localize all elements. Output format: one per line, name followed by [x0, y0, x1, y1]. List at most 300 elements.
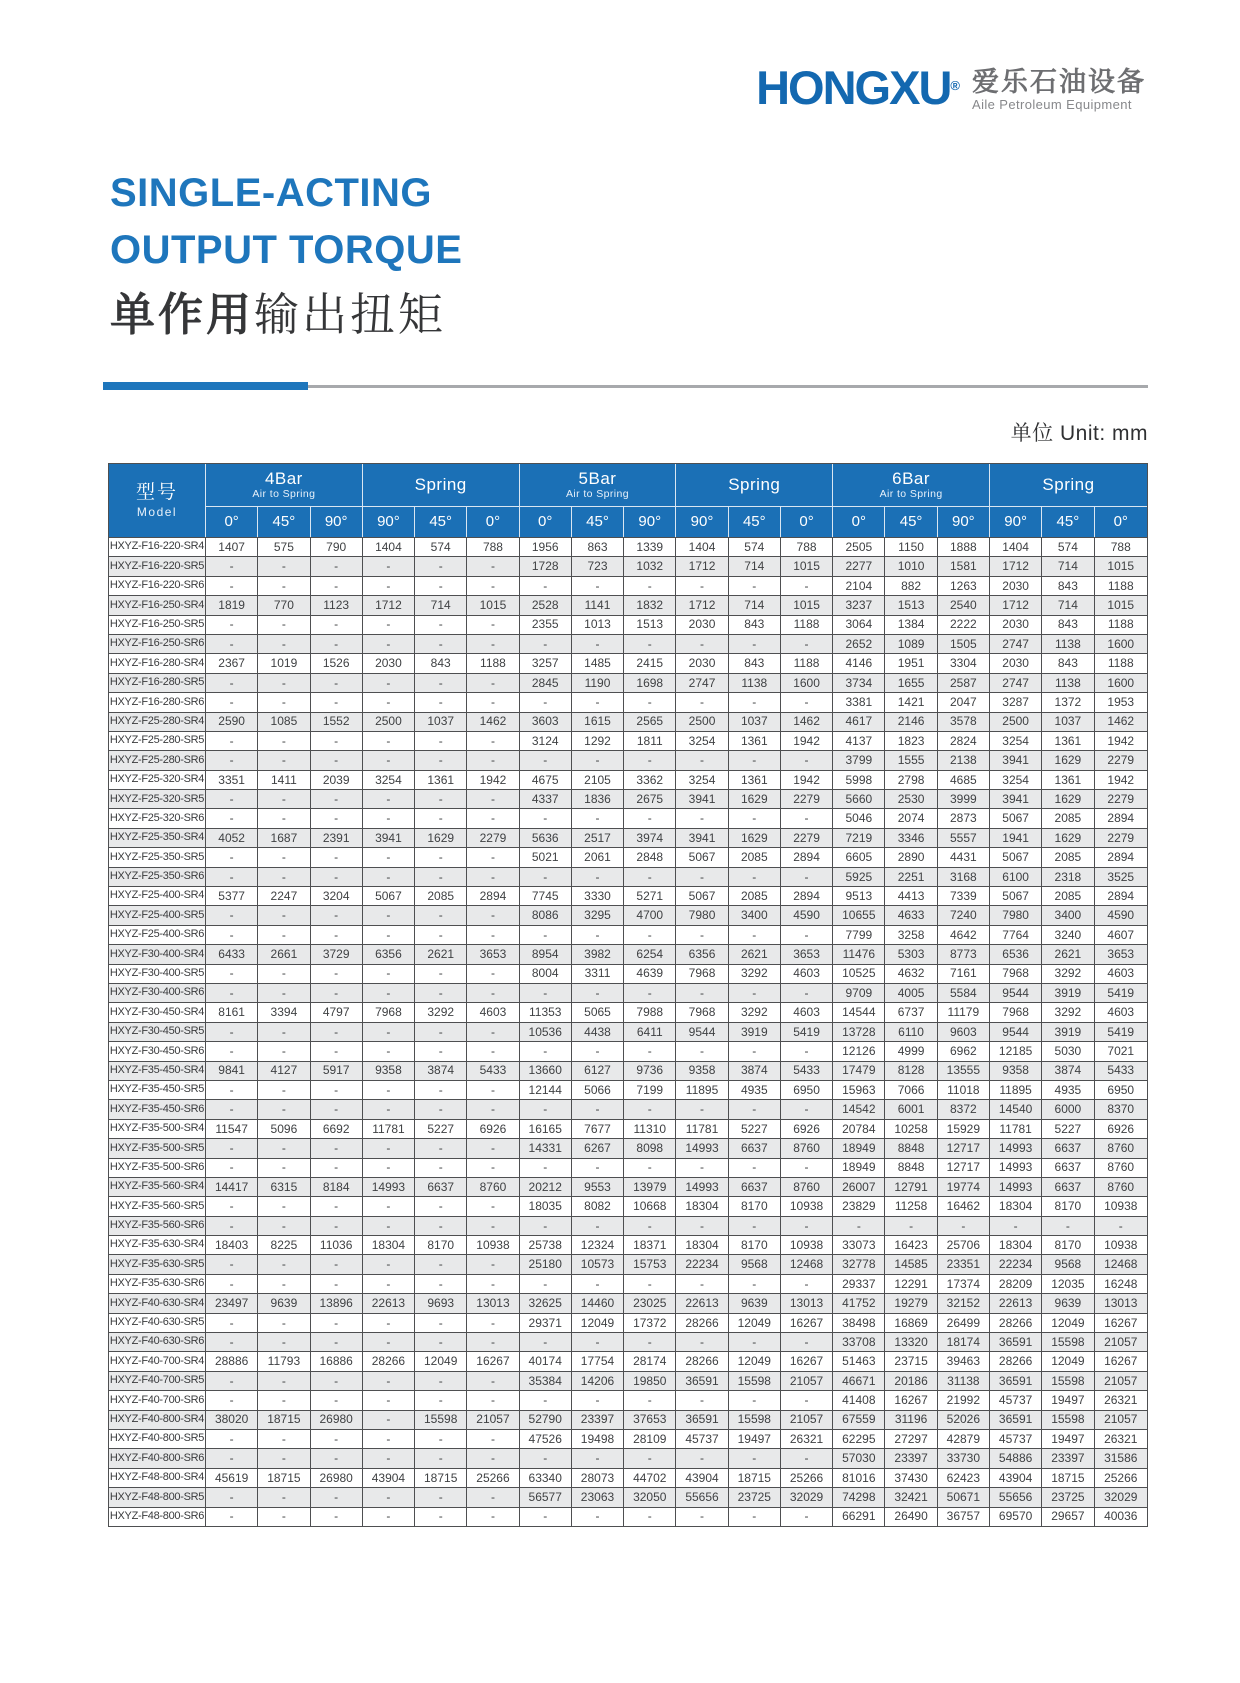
section-divider	[103, 382, 1148, 390]
value-cell: -	[258, 905, 310, 924]
value-cell: 16267	[781, 1313, 833, 1332]
value-cell: 56577	[520, 1487, 572, 1506]
value-cell: -	[676, 634, 728, 653]
value-cell: 12049	[572, 1313, 624, 1332]
value-cell: 1188	[781, 615, 833, 634]
value-cell: -	[415, 1390, 467, 1409]
value-cell: 1712	[990, 595, 1042, 614]
value-cell: -	[258, 615, 310, 634]
value-cell: 2798	[885, 770, 937, 789]
value-cell: -	[415, 983, 467, 1002]
value-cell: 7240	[938, 905, 990, 924]
value-cell: -	[363, 673, 415, 692]
value-cell: 8170	[729, 1196, 781, 1215]
value-cell: -	[1042, 1216, 1094, 1235]
value-cell: 3064	[833, 615, 885, 634]
value-cell: -	[258, 673, 310, 692]
value-cell: 4127	[258, 1061, 310, 1080]
value-cell: 29371	[520, 1313, 572, 1332]
value-cell: -	[363, 1507, 415, 1526]
value-cell: 9639	[729, 1293, 781, 1312]
value-cell: 25266	[467, 1468, 519, 1487]
value-cell: 6926	[1095, 1119, 1147, 1138]
table-row	[109, 1254, 1147, 1273]
value-cell: -	[467, 1448, 519, 1467]
angle-header: 45°	[1042, 506, 1094, 537]
value-cell: -	[624, 1041, 676, 1060]
value-cell: 18715	[258, 1468, 310, 1487]
value-cell: 1811	[624, 731, 676, 750]
table-row	[109, 828, 1147, 847]
value-cell: -	[415, 1429, 467, 1448]
model-cell: HXYZ-F35-500-SR4	[109, 1119, 206, 1138]
value-cell: 1015	[467, 595, 519, 614]
value-cell: -	[258, 750, 310, 769]
value-cell: 2074	[885, 808, 937, 827]
value-cell: -	[258, 1254, 310, 1273]
value-cell: 3974	[624, 828, 676, 847]
value-cell: -	[206, 556, 258, 575]
value-cell: 2030	[990, 615, 1042, 634]
pressure-group-header: 5Bar Air to Spring	[520, 464, 677, 506]
value-cell: -	[258, 1487, 310, 1506]
value-cell: 40174	[520, 1351, 572, 1370]
value-cell: -	[676, 1274, 728, 1293]
table-row	[109, 1293, 1147, 1312]
value-cell: 6315	[258, 1177, 310, 1196]
value-cell: 2565	[624, 712, 676, 731]
value-cell: 3919	[1042, 983, 1094, 1002]
value-cell: 1190	[572, 673, 624, 692]
value-cell: 13728	[833, 1022, 885, 1041]
registered-trademark-icon: ®	[950, 78, 960, 93]
table-row	[109, 905, 1147, 924]
value-cell: 1019	[258, 653, 310, 672]
value-cell: 1010	[885, 556, 937, 575]
value-cell: 1015	[781, 595, 833, 614]
model-cell: HXYZ-F40-630-SR5	[109, 1313, 206, 1332]
table-row	[109, 576, 1147, 595]
value-cell: -	[781, 1448, 833, 1467]
value-cell: 21057	[1095, 1371, 1147, 1390]
value-cell: -	[467, 1254, 519, 1273]
value-cell: 9709	[833, 983, 885, 1002]
value-cell: 69570	[990, 1507, 1042, 1526]
value-cell: 7161	[938, 964, 990, 983]
value-cell: 1037	[729, 712, 781, 731]
value-cell: -	[311, 1080, 363, 1099]
value-cell: -	[415, 615, 467, 634]
model-cell: HXYZ-F25-400-SR6	[109, 925, 206, 944]
value-cell: -	[363, 1371, 415, 1390]
value-cell: 19774	[938, 1177, 990, 1196]
value-cell: 3304	[938, 653, 990, 672]
table-row	[109, 653, 1147, 672]
value-cell: -	[311, 1507, 363, 1526]
value-cell: -	[624, 1099, 676, 1118]
value-cell: 4632	[885, 964, 937, 983]
value-cell: 62423	[938, 1468, 990, 1487]
value-cell: -	[258, 1313, 310, 1332]
value-cell: 1629	[415, 828, 467, 847]
table-row	[109, 1061, 1147, 1080]
value-cell: 2747	[676, 673, 728, 692]
value-cell: -	[311, 847, 363, 866]
angle-header: 45°	[885, 506, 937, 537]
value-cell: -	[676, 692, 728, 711]
value-cell: -	[206, 1099, 258, 1118]
value-cell: 13896	[311, 1293, 363, 1312]
value-cell: -	[258, 634, 310, 653]
value-cell: 7968	[363, 1002, 415, 1021]
value-cell: 3168	[938, 867, 990, 886]
value-cell: 33730	[938, 1448, 990, 1467]
value-cell: 3874	[415, 1061, 467, 1080]
value-cell: -	[572, 1390, 624, 1409]
value-cell: 790	[311, 537, 363, 556]
value-cell: 8760	[781, 1177, 833, 1196]
value-cell: 23829	[833, 1196, 885, 1215]
model-cell: HXYZ-F16-250-SR5	[109, 615, 206, 634]
value-cell: 8161	[206, 1002, 258, 1021]
value-cell: 12791	[885, 1177, 937, 1196]
value-cell: 6100	[990, 867, 1042, 886]
value-cell: 31196	[885, 1410, 937, 1429]
value-cell: 2894	[1095, 808, 1147, 827]
value-cell: 7066	[885, 1080, 937, 1099]
value-cell: 41408	[833, 1390, 885, 1409]
value-cell: 27297	[885, 1429, 937, 1448]
value-cell: -	[624, 1390, 676, 1409]
value-cell: 7968	[990, 964, 1042, 983]
value-cell: 12049	[1042, 1313, 1094, 1332]
value-cell: 15598	[415, 1410, 467, 1429]
value-cell: 4675	[520, 770, 572, 789]
value-cell: 28174	[624, 1351, 676, 1370]
value-cell: 26980	[311, 1410, 363, 1429]
value-cell: 19497	[729, 1429, 781, 1448]
value-cell: 23715	[885, 1351, 937, 1370]
value-cell: 14585	[885, 1254, 937, 1273]
value-cell: -	[206, 750, 258, 769]
value-cell: 45737	[676, 1429, 728, 1448]
value-cell: 4797	[311, 1002, 363, 1021]
value-cell: -	[572, 1507, 624, 1526]
value-cell: -	[624, 692, 676, 711]
value-cell: 9358	[990, 1061, 1042, 1080]
value-cell: 26490	[885, 1507, 937, 1526]
value-cell: 1361	[1042, 731, 1094, 750]
value-cell: 6267	[572, 1138, 624, 1157]
table-row	[109, 673, 1147, 692]
value-cell: 29337	[833, 1274, 885, 1293]
value-cell: -	[467, 789, 519, 808]
value-cell: -	[624, 867, 676, 886]
value-cell: -	[311, 867, 363, 886]
table-row	[109, 1041, 1147, 1060]
value-cell: 1600	[781, 673, 833, 692]
value-cell: 16886	[311, 1351, 363, 1370]
value-cell: 843	[1042, 653, 1094, 672]
value-cell: -	[311, 692, 363, 711]
value-cell: 1089	[885, 634, 937, 653]
value-cell: 2279	[1095, 828, 1147, 847]
value-cell: 11018	[938, 1080, 990, 1099]
value-cell: -	[206, 925, 258, 944]
value-cell: 8225	[258, 1235, 310, 1254]
value-cell: 2085	[1042, 808, 1094, 827]
value-cell: 1188	[467, 653, 519, 672]
value-cell: 714	[729, 595, 781, 614]
value-cell: 12144	[520, 1080, 572, 1099]
value-cell: 36757	[938, 1507, 990, 1526]
value-cell: 9568	[729, 1254, 781, 1273]
value-cell: 1138	[1042, 634, 1094, 653]
value-cell: 9358	[363, 1061, 415, 1080]
value-cell: 9736	[624, 1061, 676, 1080]
value-cell: 1462	[781, 712, 833, 731]
value-cell: 1526	[311, 653, 363, 672]
value-cell: 574	[415, 537, 467, 556]
value-cell: 8848	[885, 1158, 937, 1177]
value-cell: 1361	[1042, 770, 1094, 789]
value-cell: 1513	[624, 615, 676, 634]
value-cell: 4685	[938, 770, 990, 789]
value-cell: 21057	[781, 1410, 833, 1429]
value-cell: 52026	[938, 1410, 990, 1429]
value-cell: 3257	[520, 653, 572, 672]
value-cell: 8760	[1095, 1138, 1147, 1157]
value-cell: -	[206, 983, 258, 1002]
value-cell: -	[258, 556, 310, 575]
value-cell: 723	[572, 556, 624, 575]
value-cell: 28109	[624, 1429, 676, 1448]
value-cell: 23063	[572, 1487, 624, 1506]
model-cell: HXYZ-F25-320-SR6	[109, 808, 206, 827]
value-cell: 23397	[885, 1448, 937, 1467]
value-cell: 12468	[1095, 1254, 1147, 1273]
value-cell: 33708	[833, 1332, 885, 1351]
value-cell: 28886	[206, 1351, 258, 1370]
value-cell: -	[363, 1138, 415, 1157]
value-cell: 6127	[572, 1061, 624, 1080]
value-cell: 4603	[1095, 964, 1147, 983]
value-cell: 25266	[1095, 1468, 1147, 1487]
value-cell: -	[781, 1507, 833, 1526]
value-cell: -	[467, 1138, 519, 1157]
model-cell: HXYZ-F30-400-SR4	[109, 944, 206, 963]
value-cell: 2247	[258, 886, 310, 905]
value-cell: -	[572, 867, 624, 886]
value-cell: -	[363, 750, 415, 769]
value-cell: 44702	[624, 1468, 676, 1487]
value-cell: -	[467, 1390, 519, 1409]
value-cell: 32050	[624, 1487, 676, 1506]
value-cell: 2104	[833, 576, 885, 595]
value-cell: 16869	[885, 1313, 937, 1332]
value-cell: -	[729, 1158, 781, 1177]
value-cell: 5419	[781, 1022, 833, 1041]
value-cell: 81016	[833, 1468, 885, 1487]
value-cell: 32625	[520, 1293, 572, 1312]
value-cell: 2747	[990, 634, 1042, 653]
header-degree-row	[109, 506, 1147, 537]
value-cell: 1404	[990, 537, 1042, 556]
value-cell: -	[206, 1371, 258, 1390]
value-cell: 1141	[572, 595, 624, 614]
value-cell: -	[363, 1022, 415, 1041]
value-cell: 11781	[990, 1119, 1042, 1138]
value-cell: 1888	[938, 537, 990, 556]
value-cell: -	[520, 750, 572, 769]
value-cell: -	[781, 1274, 833, 1293]
value-cell: 1339	[624, 537, 676, 556]
value-cell: -	[363, 1099, 415, 1118]
value-cell: 8760	[781, 1138, 833, 1157]
value-cell: 13013	[1095, 1293, 1147, 1312]
value-cell: -	[206, 1080, 258, 1099]
value-cell: -	[729, 1099, 781, 1118]
value-cell: 1728	[520, 556, 572, 575]
value-cell: -	[572, 983, 624, 1002]
value-cell: -	[206, 789, 258, 808]
value-cell: 6637	[1042, 1138, 1094, 1157]
value-cell: -	[676, 1099, 728, 1118]
value-cell: 1819	[206, 595, 258, 614]
value-cell: -	[885, 1216, 937, 1235]
value-cell: -	[415, 925, 467, 944]
value-cell: 16267	[1095, 1351, 1147, 1370]
value-cell: 8184	[311, 1177, 363, 1196]
value-cell: 2890	[885, 847, 937, 866]
value-cell: 1600	[1095, 673, 1147, 692]
value-cell: 770	[258, 595, 310, 614]
value-cell: 51463	[833, 1351, 885, 1370]
value-cell: -	[258, 1080, 310, 1099]
value-cell: 5065	[572, 1002, 624, 1021]
value-cell: -	[467, 1313, 519, 1332]
value-cell: 7799	[833, 925, 885, 944]
angle-header: 0°	[206, 506, 258, 537]
value-cell: 18304	[363, 1235, 415, 1254]
value-cell: 19850	[624, 1371, 676, 1390]
brand-chinese-name: 爱乐石油设备	[972, 67, 1146, 97]
value-cell: 5271	[624, 886, 676, 905]
table-row	[109, 964, 1147, 983]
value-cell: 6433	[206, 944, 258, 963]
value-cell: 19279	[885, 1293, 937, 1312]
value-cell: 1655	[885, 673, 937, 692]
value-cell: 10536	[520, 1022, 572, 1041]
value-cell: 16267	[885, 1390, 937, 1409]
value-cell: 1407	[206, 537, 258, 556]
angle-header: 45°	[572, 506, 624, 537]
value-cell: -	[311, 634, 363, 653]
value-cell: -	[311, 731, 363, 750]
value-cell: -	[467, 1022, 519, 1041]
value-cell: 2540	[938, 595, 990, 614]
table-row	[109, 731, 1147, 750]
value-cell: -	[206, 1022, 258, 1041]
value-cell: 18715	[258, 1410, 310, 1429]
model-cell: HXYZ-F25-320-SR5	[109, 789, 206, 808]
value-cell: 12717	[938, 1138, 990, 1157]
angle-header: 90°	[676, 506, 728, 537]
value-cell: 1712	[990, 556, 1042, 575]
value-cell: 14993	[363, 1177, 415, 1196]
value-cell: -	[206, 576, 258, 595]
value-cell: 3400	[1042, 905, 1094, 924]
value-cell: 3292	[729, 964, 781, 983]
value-cell: 1138	[1042, 673, 1094, 692]
value-cell: 1942	[467, 770, 519, 789]
value-cell: -	[729, 1448, 781, 1467]
value-cell: 12035	[1042, 1274, 1094, 1293]
value-cell: 1188	[1095, 615, 1147, 634]
value-cell: 37653	[624, 1410, 676, 1429]
value-cell: 8370	[1095, 1099, 1147, 1118]
model-cell: HXYZ-F30-400-SR6	[109, 983, 206, 1002]
value-cell: 25266	[781, 1468, 833, 1487]
value-cell: -	[572, 1099, 624, 1118]
angle-header: 90°	[311, 506, 363, 537]
value-cell: 7199	[624, 1080, 676, 1099]
value-cell: 4603	[781, 964, 833, 983]
value-cell: 6356	[676, 944, 728, 963]
value-cell: -	[206, 1507, 258, 1526]
value-cell: -	[467, 964, 519, 983]
value-cell: 11353	[520, 1002, 572, 1021]
value-cell: -	[572, 634, 624, 653]
value-cell: -	[467, 1332, 519, 1351]
value-cell: -	[363, 964, 415, 983]
divider-accent-bar	[103, 382, 308, 390]
value-cell: -	[467, 867, 519, 886]
value-cell: 15598	[729, 1410, 781, 1429]
value-cell: -	[415, 808, 467, 827]
value-cell: 4617	[833, 712, 885, 731]
angle-header: 0°	[781, 506, 833, 537]
model-cell: HXYZ-F40-700-SR4	[109, 1351, 206, 1370]
unit-label: 单位 Unit: mm	[1010, 422, 1148, 445]
value-cell: 23725	[729, 1487, 781, 1506]
value-cell: 5066	[572, 1080, 624, 1099]
table-row	[109, 1429, 1147, 1448]
value-cell: 12049	[415, 1351, 467, 1370]
value-cell: 10938	[467, 1235, 519, 1254]
value-cell: -	[415, 673, 467, 692]
value-cell: 1942	[1095, 770, 1147, 789]
value-cell: -	[363, 1448, 415, 1467]
value-cell: 4935	[729, 1080, 781, 1099]
value-cell: 14540	[990, 1099, 1042, 1118]
value-cell: 11895	[990, 1080, 1042, 1099]
value-cell: -	[206, 615, 258, 634]
value-cell: 4603	[781, 1002, 833, 1021]
value-cell: 18715	[1042, 1468, 1094, 1487]
value-cell: -	[624, 1216, 676, 1235]
value-cell: -	[624, 925, 676, 944]
model-cell: HXYZ-F30-450-SR5	[109, 1022, 206, 1041]
value-cell: -	[206, 1390, 258, 1409]
value-cell: -	[781, 1158, 833, 1177]
value-cell: -	[990, 1216, 1042, 1235]
value-cell: 1552	[311, 712, 363, 731]
value-cell: -	[258, 1196, 310, 1215]
value-cell: 1942	[781, 770, 833, 789]
value-cell: 32029	[781, 1487, 833, 1506]
value-cell: -	[363, 867, 415, 886]
